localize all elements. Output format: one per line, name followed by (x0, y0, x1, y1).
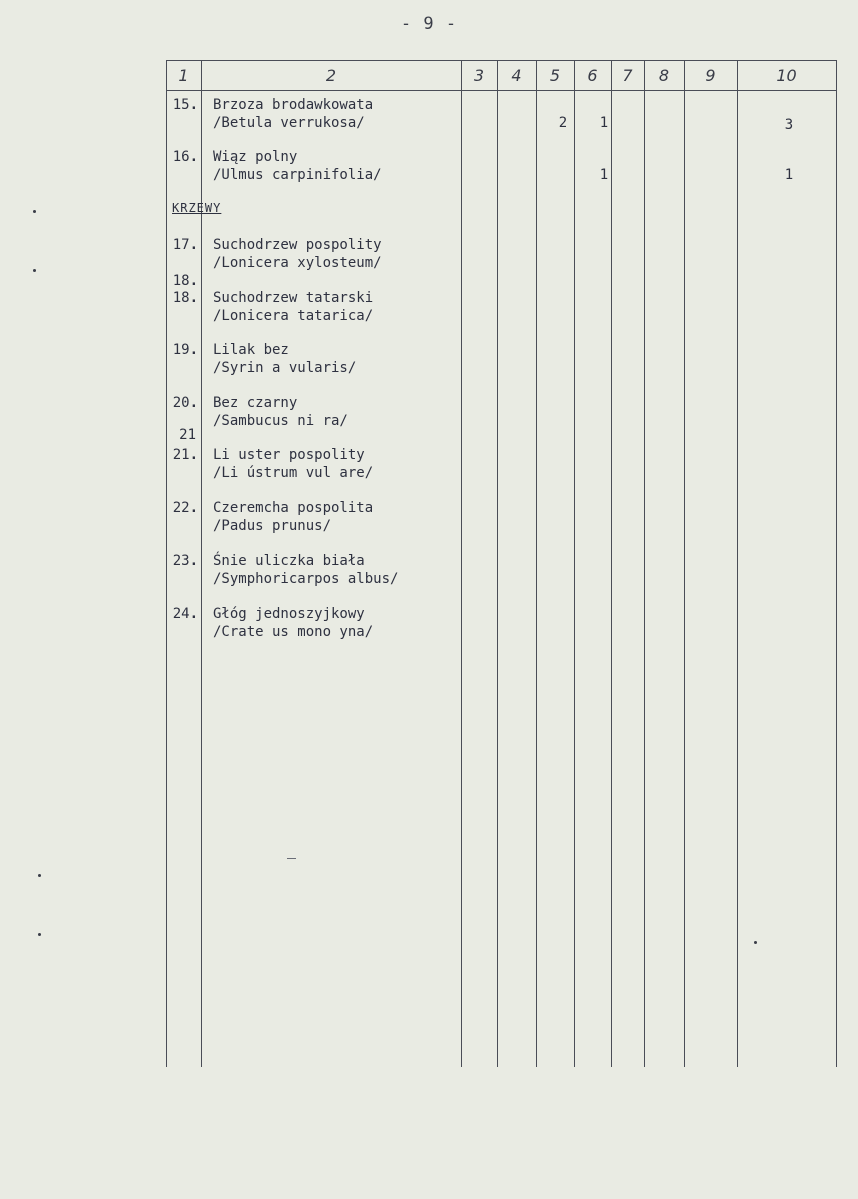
cell-col5: 2 (558, 115, 568, 131)
col-rule-1 (166, 60, 167, 1067)
col-rule-4 (497, 60, 498, 1067)
col-head-2: 2 (325, 66, 337, 85)
col-rule-10 (737, 60, 738, 1067)
species-latin-name: /Lonicera xylosteum/ (213, 255, 382, 271)
species-latin-name: /Betula verrukosa/ (213, 115, 365, 131)
header-top-rule (166, 60, 836, 61)
row-number: 21 (179, 427, 196, 443)
row-number: 17. (172, 237, 198, 253)
species-common-name: Li uster pospolity (213, 447, 365, 463)
scan-speck (38, 874, 41, 877)
species-common-name: Wiąz polny (213, 149, 298, 165)
col-rule-9 (684, 60, 685, 1067)
row-number: 19. (172, 342, 198, 358)
species-latin-name: /Padus prunus/ (213, 518, 332, 534)
scan-dash (287, 858, 296, 859)
species-common-name: Suchodrzew tatarski (213, 290, 374, 306)
row-number: 15. (172, 97, 198, 113)
col-rule-6 (574, 60, 575, 1067)
col-rule-7 (611, 60, 612, 1067)
row-number: 24. (172, 606, 198, 622)
col-head-7: 7 (622, 66, 633, 85)
scan-speck (33, 210, 36, 213)
cell-col10: 1 (784, 167, 794, 183)
species-common-name: Śnie uliczka biała (213, 553, 365, 569)
row-number: 23. (172, 553, 198, 569)
row-number: 20. (172, 395, 198, 411)
col-head-9: 9 (705, 66, 716, 85)
scan-speck (38, 933, 41, 936)
species-latin-name: /Syrin a vularis/ (213, 360, 357, 376)
page-number: - 9 - (400, 14, 458, 34)
species-latin-name: /Ulmus carpinifolia/ (213, 167, 382, 183)
cell-col6: 1 (599, 167, 609, 183)
scan-speck (754, 941, 757, 944)
col-head-3: 3 (473, 66, 485, 85)
col-head-5: 5 (549, 66, 561, 85)
species-common-name: Brzoza brodawkowata (213, 97, 374, 113)
species-latin-name: /Li ústrum vul are/ (213, 465, 374, 481)
species-latin-name: /Lonicera tatarica/ (213, 308, 374, 324)
col-head-4: 4 (511, 66, 522, 85)
species-common-name: Bez czarny (213, 395, 298, 411)
col-rule-3 (461, 60, 462, 1067)
section-heading: KRZEWY (172, 201, 222, 215)
col-head-1: 1 (178, 66, 189, 85)
species-latin-name: /Symphoricarpos albus/ (213, 571, 399, 587)
row-number: 22. (172, 500, 198, 516)
col-rule-8 (644, 60, 645, 1067)
col-head-10: 10 (776, 66, 797, 85)
col-head-6: 6 (587, 66, 598, 85)
species-common-name: Suchodrzew pospolity (213, 237, 382, 253)
species-latin-name: /Crate us mono yna/ (213, 624, 374, 640)
header-bottom-rule (166, 90, 836, 91)
cell-col10: 3 (784, 117, 794, 133)
species-common-name: Lilak bez (213, 342, 289, 358)
row-number: 18. (172, 290, 198, 306)
species-latin-name: /Sambucus ni ra/ (213, 413, 348, 429)
row-number: 21. (172, 447, 198, 463)
row-number: 18. (172, 273, 198, 289)
col-head-8: 8 (658, 66, 670, 85)
col-rule-5 (536, 60, 537, 1067)
species-common-name: Czeremcha pospolita (213, 500, 374, 516)
row-number: 16. (172, 149, 198, 165)
cell-col6: 1 (599, 115, 609, 131)
species-common-name: Głóg jednoszyjkowy (213, 606, 365, 622)
scan-speck (33, 269, 36, 272)
col-rule-right (836, 60, 837, 1067)
